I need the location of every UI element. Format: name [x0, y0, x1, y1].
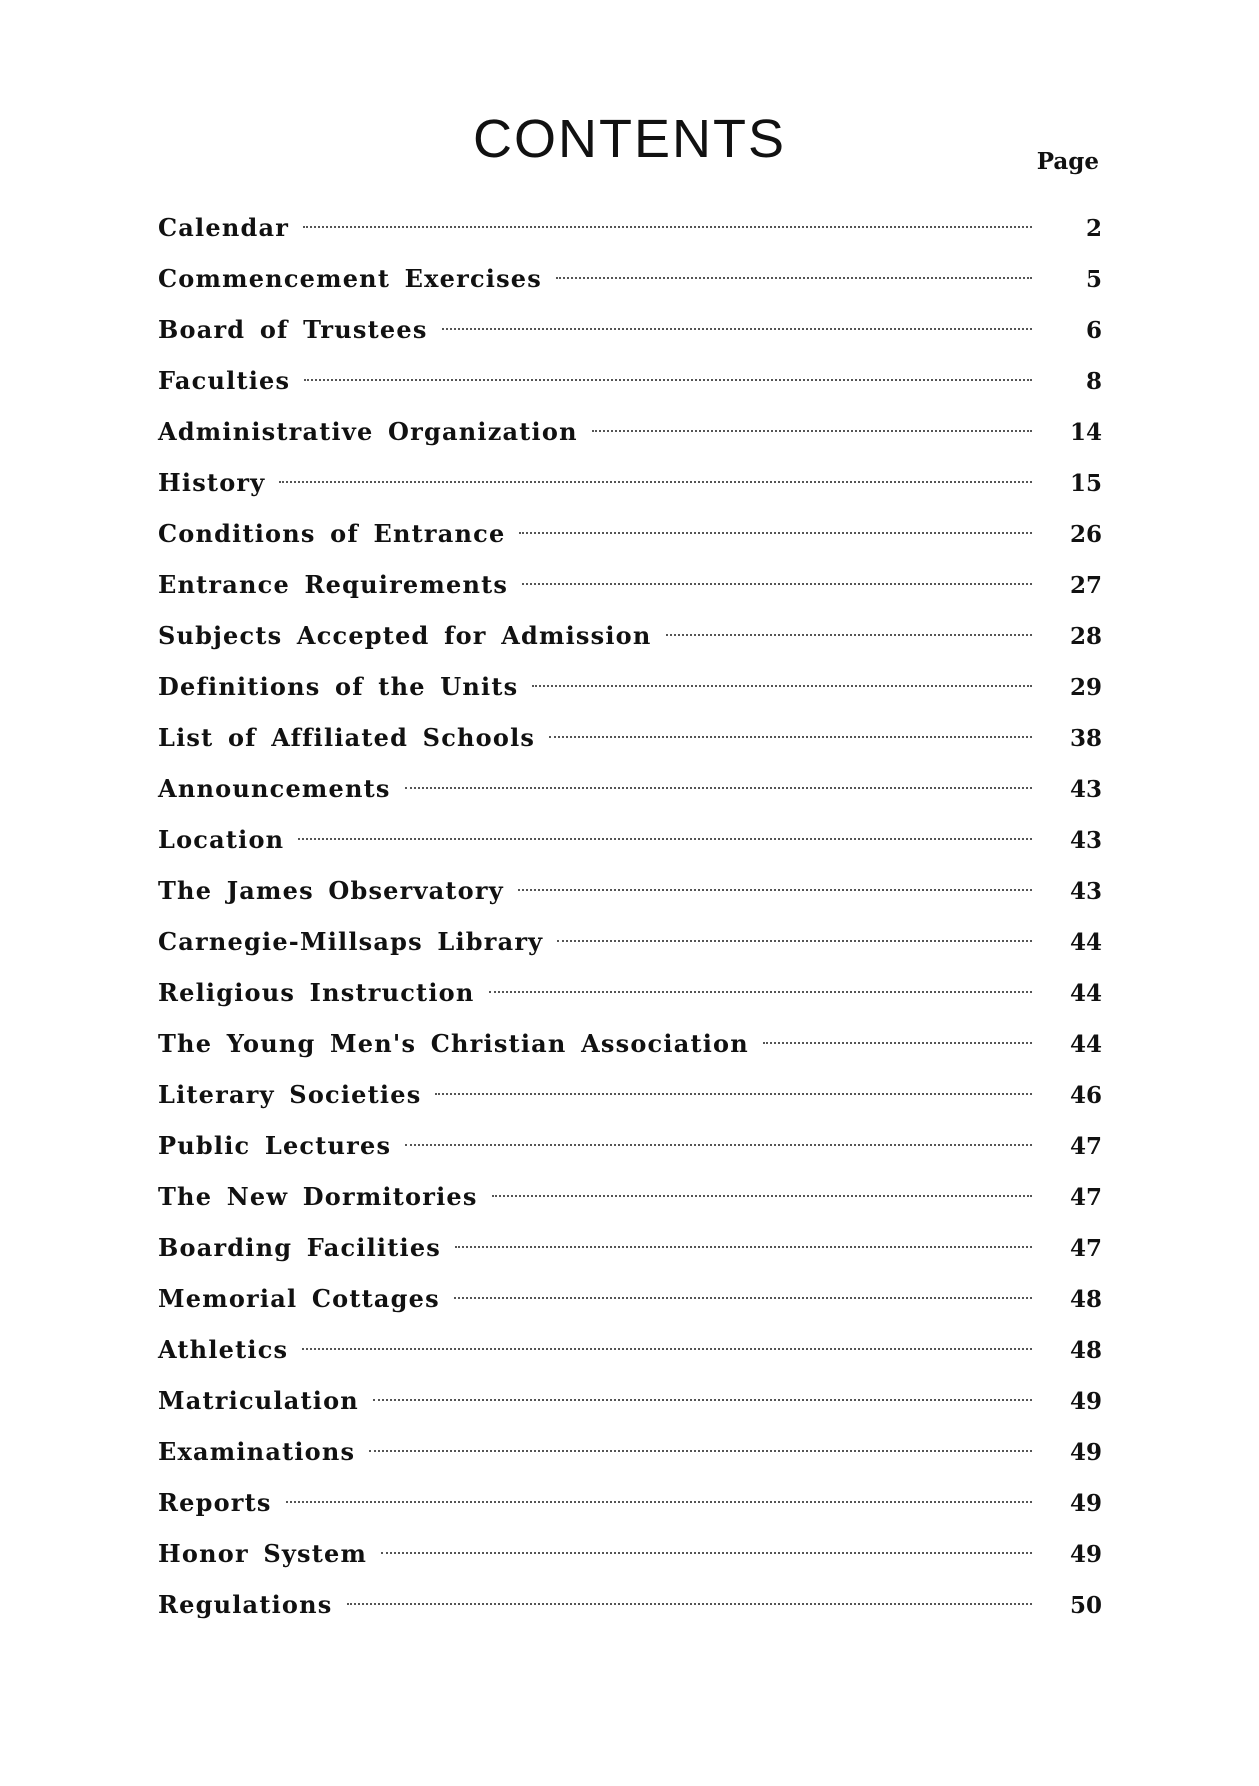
dot-leader: [373, 1399, 1032, 1401]
toc-entry-page: 28: [1069, 623, 1102, 650]
toc-entry-label: The James Observatory: [158, 876, 504, 905]
toc-entry-page: 8: [1085, 368, 1102, 395]
toc-entry-label: Memorial Cottages: [158, 1284, 440, 1313]
toc-entry: [158, 1018, 1102, 1069]
toc-entry-page: 6: [1085, 317, 1102, 344]
toc-entry-label: Religious Instruction: [158, 978, 475, 1007]
toc-entry: [158, 202, 1102, 253]
dot-leader: [492, 1195, 1032, 1197]
toc-entry-label: List of Affiliated Schools: [158, 723, 536, 752]
dot-leader: [519, 532, 1032, 534]
dot-leader: [302, 1348, 1032, 1350]
toc-entry-label: Reports: [158, 1488, 272, 1517]
toc-entry: [158, 304, 1102, 355]
toc-entry-page: 44: [1069, 1031, 1102, 1058]
toc-entry-page: 43: [1069, 776, 1102, 803]
toc-entry: [158, 763, 1102, 814]
table-of-contents: [158, 202, 1102, 1630]
toc-entry: [158, 814, 1102, 865]
toc-entry-label: Location: [158, 825, 285, 854]
toc-entry-page: 48: [1069, 1337, 1102, 1364]
toc-entry-page: 46: [1069, 1082, 1102, 1109]
toc-entry-page: 26: [1069, 521, 1102, 548]
toc-entry-page: 29: [1069, 674, 1102, 701]
toc-entry: [158, 406, 1102, 457]
toc-entry-label: Carnegie-Millsaps Library: [158, 927, 544, 956]
toc-entry-page: 44: [1069, 929, 1102, 956]
toc-entry-page: 47: [1069, 1184, 1102, 1211]
toc-entry-page: 15: [1069, 470, 1102, 497]
toc-entry: [158, 559, 1102, 610]
toc-entry: [158, 1171, 1102, 1222]
toc-entry-label: Commencement Exercises: [158, 264, 542, 293]
toc-entry-page: 49: [1069, 1439, 1102, 1466]
dot-leader: [405, 1144, 1032, 1146]
toc-entry: [158, 1579, 1102, 1630]
toc-entry: [158, 1477, 1102, 1528]
toc-entry: [158, 1273, 1102, 1324]
toc-entry-label: Announcements: [158, 774, 391, 803]
dot-leader: [557, 940, 1032, 942]
toc-entry-page: 43: [1069, 827, 1102, 854]
dot-leader: [489, 991, 1032, 993]
toc-entry: [158, 610, 1102, 661]
toc-entry-label: Entrance Requirements: [158, 570, 509, 599]
dot-leader: [518, 889, 1032, 891]
toc-entry-label: Definitions of the Units: [158, 672, 519, 701]
toc-entry-label: Faculties: [158, 366, 291, 395]
toc-entry: [158, 1426, 1102, 1477]
dot-leader: [592, 430, 1032, 432]
toc-entry-label: Regulations: [158, 1590, 333, 1619]
toc-entry-page: 47: [1069, 1235, 1102, 1262]
dot-leader: [304, 379, 1032, 381]
toc-entry-label: The Young Men's Christian Association: [158, 1029, 749, 1058]
toc-entry-page: 47: [1069, 1133, 1102, 1160]
toc-entry-page: 27: [1069, 572, 1102, 599]
toc-entry: [158, 508, 1102, 559]
dot-leader: [405, 787, 1032, 789]
toc-entry: [158, 712, 1102, 763]
toc-entry: [158, 253, 1102, 304]
toc-entry-label: Public Lectures: [158, 1131, 392, 1160]
toc-entry-page: 5: [1085, 266, 1102, 293]
toc-entry: [158, 1528, 1102, 1579]
dot-leader: [347, 1603, 1033, 1605]
toc-entry-label: Examinations: [158, 1437, 356, 1466]
toc-entry-label: Matriculation: [158, 1386, 359, 1415]
toc-entry-label: Honor System: [158, 1539, 368, 1568]
toc-entry: [158, 916, 1102, 967]
toc-entry-label: Calendar: [158, 213, 290, 242]
toc-entry: [158, 1069, 1102, 1120]
toc-entry-page: 48: [1069, 1286, 1102, 1313]
toc-entry-page: 2: [1085, 215, 1102, 242]
toc-entry: [158, 865, 1102, 916]
toc-entry-label: Literary Societies: [158, 1080, 422, 1109]
page-title: CONTENTS: [473, 109, 786, 170]
toc-entry-label: Conditions of Entrance: [158, 519, 506, 548]
toc-entry: [158, 1324, 1102, 1375]
dot-leader: [279, 481, 1032, 483]
toc-entry: [158, 967, 1102, 1018]
toc-entry-page: 14: [1069, 419, 1102, 446]
toc-entry-label: Athletics: [158, 1335, 289, 1364]
toc-entry-page: 49: [1069, 1541, 1102, 1568]
toc-entry-label: History: [158, 468, 266, 497]
dot-leader: [532, 685, 1032, 687]
toc-entry-page: 50: [1069, 1592, 1102, 1619]
toc-entry-page: 43: [1069, 878, 1102, 905]
toc-entry-page: 44: [1069, 980, 1102, 1007]
dot-leader: [666, 634, 1032, 636]
dot-leader: [763, 1042, 1032, 1044]
dot-leader: [455, 1246, 1032, 1248]
toc-entry: [158, 457, 1102, 508]
toc-entry-label: The New Dormitories: [158, 1182, 478, 1211]
dot-leader: [442, 328, 1032, 330]
dot-leader: [556, 277, 1032, 279]
dot-leader: [303, 226, 1032, 228]
toc-entry: [158, 1120, 1102, 1171]
toc-entry-label: Administrative Organization: [158, 417, 578, 446]
toc-entry: [158, 1375, 1102, 1426]
toc-entry-page: 49: [1069, 1388, 1102, 1415]
toc-entry: [158, 355, 1102, 406]
toc-entry-label: Board of Trustees: [158, 315, 428, 344]
dot-leader: [435, 1093, 1032, 1095]
toc-entry-page: 49: [1069, 1490, 1102, 1517]
toc-entry: [158, 1222, 1102, 1273]
dot-leader: [522, 583, 1032, 585]
toc-entry: [158, 661, 1102, 712]
dot-leader: [286, 1501, 1032, 1503]
toc-entry-label: Boarding Facilities: [158, 1233, 441, 1262]
page-column-header: Page: [1036, 148, 1099, 175]
toc-entry-label: Subjects Accepted for Admission: [158, 621, 652, 650]
dot-leader: [381, 1552, 1032, 1554]
dot-leader: [549, 736, 1032, 738]
dot-leader: [369, 1450, 1032, 1452]
dot-leader: [454, 1297, 1032, 1299]
dot-leader: [298, 838, 1032, 840]
toc-entry-page: 38: [1069, 725, 1102, 752]
